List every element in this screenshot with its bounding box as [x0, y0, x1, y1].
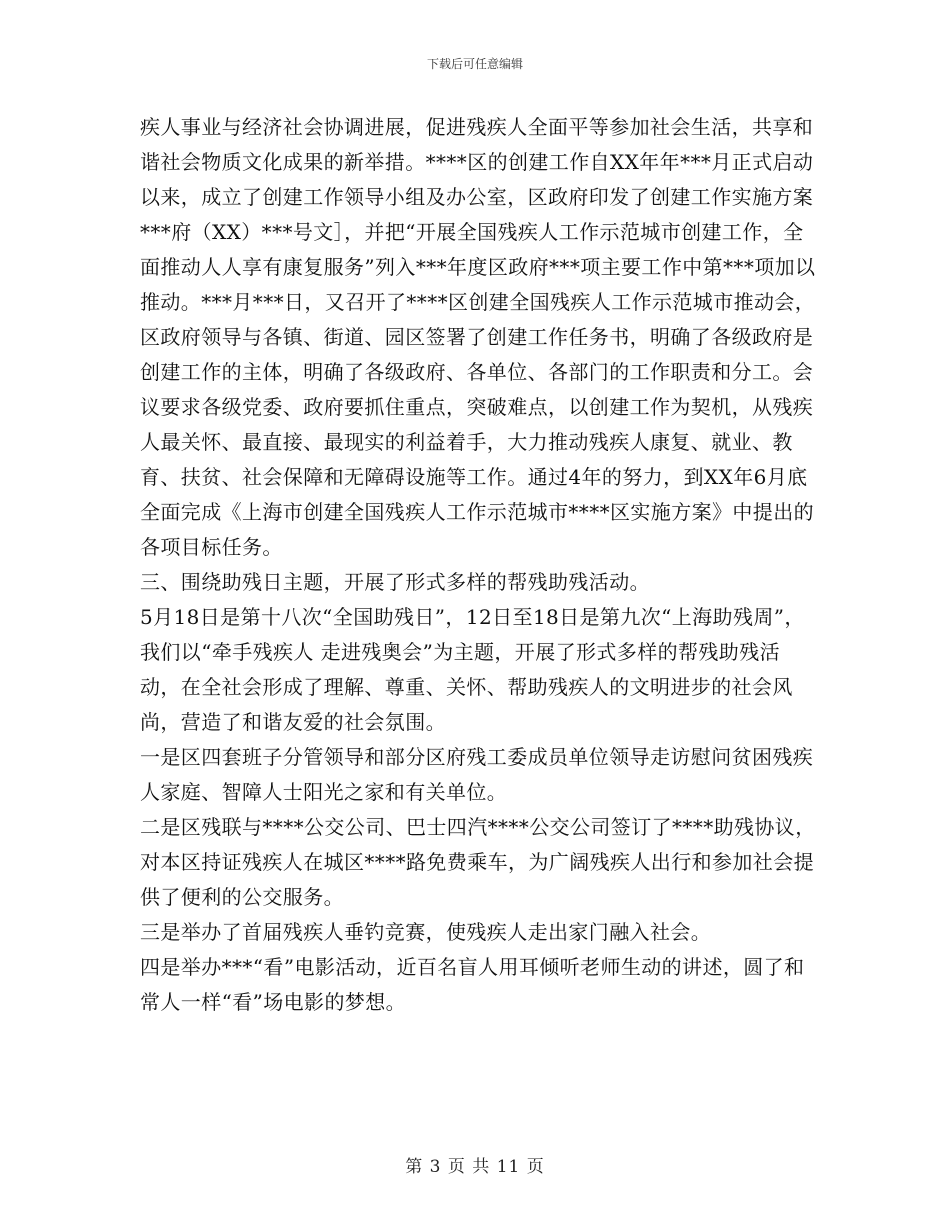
paragraph-1: 疾人事业与经济社会协调进展，促进残疾人全面平等参加社会生活，共享和谐社会物质文化成果的新举措。****区的创建工作自XX年年***月正式启动以来，成立了创建工作领导小组及办公室，区政府印发了创建工作实施方案***府（XX）***号文］，并把“开展全国残疾人工作示范城市创建工作，全面推动人人享有康复服务”列入***年度区政府***项主要工作中第***项加以推动。***月***日，又召开了****区创建全国残疾人工作示范城市推动会，区政府领导与各镇、街道、园区签署了创建工作任务书，明确了各级政府是创建工作的主体，明确了各级政府、各单位、各部门的工作职责和分工。会议要求各级党委、政府要抓住重点，突破难点，以创建工作为契机，从残疾人最关怀、最直接、最现实的利益着手，大力推动残疾人康复、就业、教育、扶贫、社会保障和无障碍设施等工作。通过4年的努力，到XX年6月底全面完成《上海市创建全国残疾人工作示范城市****区实施方案》中提出的各项目标任务。 — [140, 115, 816, 559]
section-heading-3: 三、围绕助残日主题，开展了形式多样的帮残助残活动。 — [140, 570, 650, 594]
paragraph-3: 5月18日是第十八次“全国助残日”，12日至18日是第九次“上海助残周”，我们以“牵手残疾人 走进残奥会”为主题，开展了形式多样的帮残助残活动，在全社会形成了理解、尊重、关怀、帮助残疾人的文明进步的社会风尚，营造了和谐友爱的社会氛围。 — [140, 605, 805, 734]
list-item-2: 二是区残联与****公交公司、巴士四汽****公交公司签订了****助残协议，对本区持证残疾人在城区****路免费乘车，为广阔残疾人出行和参加社会提供了便利的公交服务。 — [140, 815, 816, 909]
page-number: 第 3 页 共 11 页 — [405, 1157, 545, 1177]
document-body — [140, 110, 820, 1020]
list-item-3: 三是举办了首届残疾人垂钓竞赛，使残疾人走出家门融入社会。 — [140, 920, 712, 944]
list-item-1: 一是区四套班子分管领导和部分区府残工委成员单位领导走访慰问贫困残疾人家庭、智障人士阳光之家和有关单位。 — [140, 745, 814, 804]
header-note: 下载后可任意编辑 — [426, 57, 523, 71]
list-item-4: 四是举办***“看”电影活动，近百名盲人用耳倾听老师生动的讲述，圆了和常人一样“看”场电影的梦想。 — [140, 955, 805, 1014]
